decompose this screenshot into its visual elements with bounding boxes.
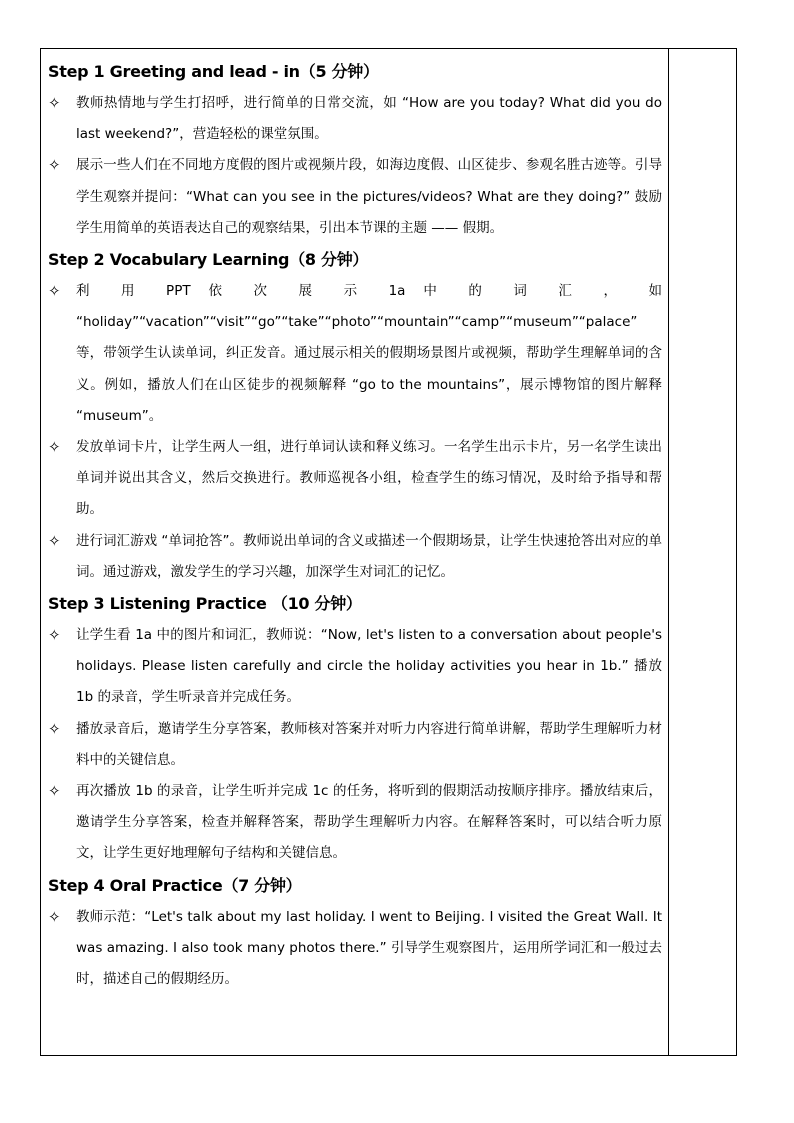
diamond-bullet-icon: ✧ [48, 626, 61, 645]
item-text: 播放录音后，邀请学生分享答案，教师核对答案并对听力内容进行简单讲解，帮助学生理解听力材料中的关键信息。 [76, 720, 662, 768]
item-text: 发放单词卡片，让学生两人一组，进行单词认读和释义练习。一名学生出示卡片，另一名学生读出单词并说出其含义，然后交换进行。教师巡视各小组，检查学生的练习情况，及时给予指导和帮助。 [76, 439, 662, 518]
item-text: 进行词汇游戏 “单词抢答”。教师说出单词的含义或描述一个假期场景，让学生快速抢答出对应的单词。通过游戏，激发学生的学习兴趣，加深学生对词汇的记忆。 [76, 532, 662, 580]
diamond-bullet-icon: ✧ [48, 94, 61, 112]
step-1-title: Step 1 Greeting and lead - in（5 分钟） [48, 62, 379, 81]
step-3-title: Step 3 Listening Practice （10 分钟） [48, 594, 362, 614]
item-text: 教师热情地与学生打招呼，进行简单的日常交流，如 “How are you today? What did you do last weekend?”，营造轻松的课堂氛围。 [76, 95, 662, 143]
step-3-item-3 [48, 776, 662, 870]
item-text: 教师示范：“Let's talk about my last holiday. I went to Beijing. I visited the Great Wall. It was amazing. I also took many photos there.” 引导学生观察图片，运用所学词汇和一般过去时，描述自己的假期经历。 [76, 908, 662, 988]
item-text: 再次播放 1b 的录音，让学生听并完成 1c 的任务，将听到的假期活动按顺序排序。播放结束后，邀请学生分享答案，检查并解释答案，帮助学生理解听力内容。在解释答案时，可以结合听力原文，让学生更好地理解句子结构和关键信息。 [76, 783, 662, 862]
step-4-title: Step 4 Oral Practice（7 分钟） [48, 875, 302, 895]
item-text: 利 用 PPT 依 次 展 示 1a 中 的 词 汇 ， 如 “holiday”“vacation”“visit”“go”“take”“photo”“mountain”“camp”“museum”“palace” 等，带领学生认读单词，纠正发音。通过展示相关的假期场景图片或视频，帮助学生理解单词的含义。例如，播放人们在山区徒步的视频解释 “go to the mountains”，展示博物馆的图片解释 “museum”。 [76, 283, 662, 424]
item-text: 让学生看 1a 中的图片和词汇，教师说：“Now, let's listen to a conversation about people's holidays. Please listen carefully and circle the holiday activities you hear in 1b.” 播放 1b 的录音，学生听录音并完成任务。 [76, 627, 662, 706]
step-3-item-2 [48, 714, 662, 776]
diamond-bullet-icon: ✧ [48, 156, 61, 175]
step-1-item-1 [48, 88, 662, 150]
step-2-title: Step 2 Vocabulary Learning（8 分钟） [48, 250, 369, 270]
diamond-bullet-icon: ✧ [48, 438, 61, 457]
diamond-bullet-icon: ✧ [48, 782, 61, 801]
diamond-bullet-icon: ✧ [48, 907, 61, 926]
table-column-divider [668, 48, 669, 1056]
diamond-bullet-icon: ✧ [48, 719, 61, 738]
step-3-item-1 [48, 620, 662, 714]
diamond-bullet-icon: ✧ [48, 282, 61, 301]
item-text: 展示一些人们在不同地方度假的图片或视频片段，如海边度假、山区徒步、参观名胜古迹等。引导学生观察并提问：“What can you see in the pictures/videos? What are they doing?” 鼓励学生用简单的英语表达自己的观察结果，引出本节课的主题 —— 假期。 [76, 157, 662, 236]
step-2-item-1 [48, 276, 662, 432]
lesson-content [48, 56, 662, 995]
step-2-item-2 [48, 432, 662, 526]
step-4-item-1 [48, 902, 662, 996]
diamond-bullet-icon: ✧ [48, 531, 61, 550]
step-2-item-3 [48, 526, 662, 588]
step-1-item-2 [48, 150, 662, 244]
